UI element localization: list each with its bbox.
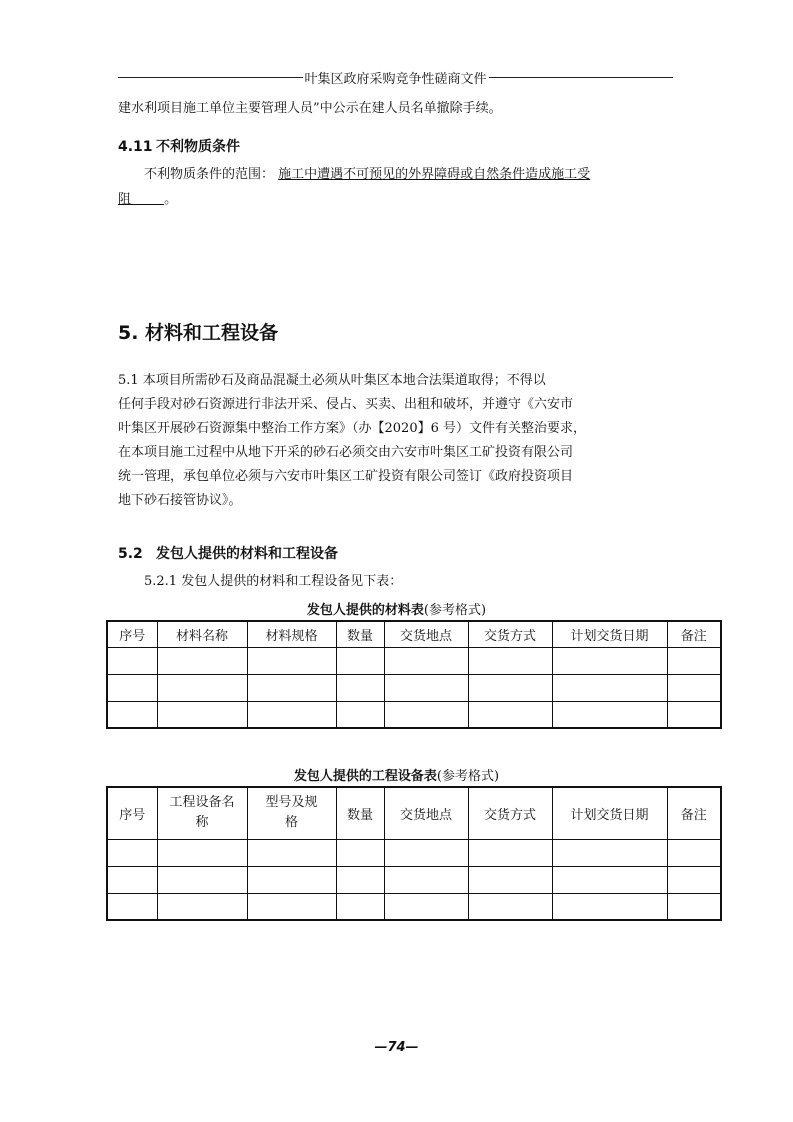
equipment-caption-rest: (参考格式)	[436, 769, 500, 784]
page-number: —74—	[374, 1040, 419, 1055]
table-cell	[384, 701, 468, 728]
section-4-11-number: 4.11	[118, 139, 153, 155]
section-5-2-heading	[118, 543, 338, 563]
table-cell	[552, 893, 667, 920]
table-cell	[468, 674, 552, 701]
materials-header-row	[107, 621, 721, 647]
table-cell	[336, 701, 384, 728]
table-cell	[552, 674, 667, 701]
header-cell: 材料规格	[247, 621, 336, 647]
table-row	[107, 839, 721, 866]
para-line: 地下砂石接管协议》。	[118, 493, 242, 508]
table-cell	[468, 839, 552, 866]
table-cell	[468, 647, 552, 674]
table-cell	[247, 674, 336, 701]
table-cell	[384, 647, 468, 674]
table-cell	[157, 839, 247, 866]
condition-range-text-1: 施工中遭遇不可预见的外界障碍或自然条件造成施工受	[278, 167, 591, 182]
header-cell: 序号	[107, 787, 157, 839]
table-cell	[157, 647, 247, 674]
table-cell	[247, 839, 336, 866]
header-cell: 材料名称	[157, 621, 247, 647]
header-rule-left	[118, 77, 303, 78]
section-5-1-paragraph	[118, 369, 586, 513]
table-cell	[552, 647, 667, 674]
para-line: 任何手段对砂石资源进行非法开采、侵占、买卖、出租和破坏，并遵守《六安市	[118, 397, 574, 412]
table-cell	[552, 866, 667, 893]
equipment-caption-bold: 发包人提供的工程设备表	[293, 769, 437, 784]
header-cell: 交货地点	[384, 787, 468, 839]
condition-range-tail: 。	[164, 192, 178, 207]
section-5-2-number: 5.2	[118, 546, 143, 562]
header-cell: 备注	[667, 787, 721, 839]
table-cell	[107, 647, 157, 674]
table-row	[107, 893, 721, 920]
para-line: 5.1 本项目所需砂石及商品混凝土必须从叶集区本地合法渠道取得；不得以	[118, 373, 546, 388]
table-cell	[247, 893, 336, 920]
equipment-table-caption	[0, 765, 793, 784]
para-line: 在本项目施工过程中从地下开采的砂石必须交由六安市叶集区工矿投资有限公司	[118, 445, 574, 460]
table-cell	[107, 674, 157, 701]
table-cell	[247, 647, 336, 674]
table-row	[107, 647, 721, 674]
materials-caption-bold: 发包人提供的材料表	[306, 603, 424, 618]
table-cell	[667, 893, 721, 920]
table-cell	[336, 866, 384, 893]
table-row	[107, 701, 721, 728]
header-title: 叶集区政府采购竞争性磋商文件	[304, 71, 487, 87]
materials-table	[106, 620, 722, 729]
para-line: 统一管理，承包单位必须与六安市叶集区工矿投资有限公司签订《政府投资项目	[118, 469, 574, 484]
table-cell	[247, 866, 336, 893]
table-cell	[468, 866, 552, 893]
table-cell	[157, 893, 247, 920]
table-cell	[107, 866, 157, 893]
equipment-table	[106, 786, 722, 921]
header-rule-right	[489, 77, 674, 78]
table-cell	[336, 893, 384, 920]
table-cell	[667, 647, 721, 674]
header-cell: 交货地点	[384, 621, 468, 647]
header-cell: 交货方式	[468, 787, 552, 839]
table-cell	[157, 674, 247, 701]
header-cell: 数量	[336, 787, 384, 839]
table-cell	[468, 893, 552, 920]
table-cell	[336, 839, 384, 866]
table-cell	[107, 893, 157, 920]
header-cell: 序号	[107, 621, 157, 647]
section-5-title: 5. 材料和工程设备	[118, 322, 279, 344]
section-4-11-title: 不利物质条件	[156, 139, 240, 155]
table-row	[107, 866, 721, 893]
table-cell	[384, 839, 468, 866]
table-cell	[384, 674, 468, 701]
header-cell: 工程设备名称	[157, 787, 247, 839]
section-5-2-1-text: 5.2.1 发包人提供的材料和工程设备见下表：	[144, 574, 403, 589]
table-cell	[667, 839, 721, 866]
table-cell	[667, 701, 721, 728]
page-header	[118, 68, 673, 86]
para-line: 叶集区开展砂石资源集中整治工作方案》（办【2020】6 号）文件有关整治要求，	[118, 421, 586, 436]
section-4-11-line1	[144, 166, 590, 184]
condition-range-text-2: 阻	[118, 192, 165, 207]
table-cell	[552, 701, 667, 728]
materials-caption-rest: (参考格式)	[423, 603, 487, 618]
equipment-header-row	[107, 787, 721, 839]
table-cell	[157, 866, 247, 893]
header-cell: 型号及规格	[247, 787, 336, 839]
header-cell: 备注	[667, 621, 721, 647]
section-5-2-title: 发包人提供的材料和工程设备	[156, 546, 338, 562]
table-cell	[552, 839, 667, 866]
table-cell	[468, 701, 552, 728]
table-cell	[667, 866, 721, 893]
header-cell: 计划交货日期	[552, 621, 667, 647]
table-cell	[336, 674, 384, 701]
table-row	[107, 674, 721, 701]
condition-label: 不利物质条件的范围：	[144, 167, 275, 182]
table-cell	[247, 701, 336, 728]
header-cell: 交货方式	[468, 621, 552, 647]
table-cell	[336, 647, 384, 674]
header-cell: 数量	[336, 621, 384, 647]
table-cell	[384, 893, 468, 920]
intro-line: 建水利项目施工单位主要管理人员”中公示在建人员名单撤除手续。	[118, 101, 502, 116]
table-cell	[157, 701, 247, 728]
table-cell	[384, 866, 468, 893]
header-cell: 计划交货日期	[552, 787, 667, 839]
table-cell	[667, 674, 721, 701]
section-4-11-line2	[118, 191, 177, 209]
table-cell	[107, 701, 157, 728]
section-4-11-heading	[118, 136, 240, 156]
materials-table-caption	[0, 599, 793, 618]
table-cell	[107, 839, 157, 866]
